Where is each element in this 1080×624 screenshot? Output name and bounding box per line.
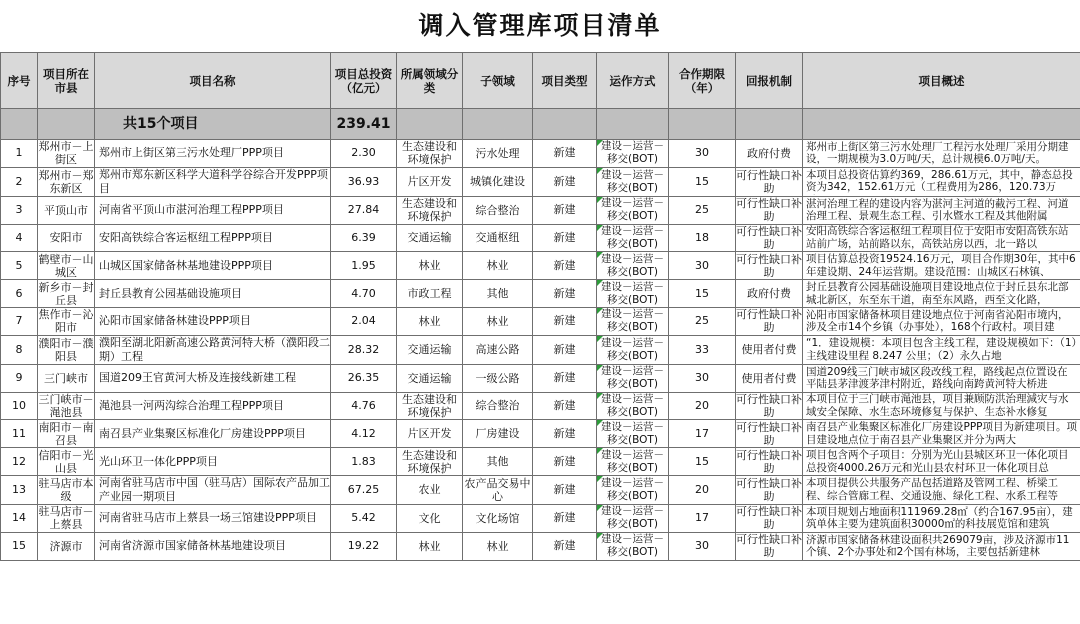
cell-years[interactable]: 15 xyxy=(669,280,736,308)
cell-subfield[interactable]: 综合整治 xyxy=(463,392,533,420)
cell-name[interactable]: 河南省驻马店市上蔡县一场三馆建设PPP项目 xyxy=(95,504,331,532)
cell-name[interactable]: 沁阳市国家储备林建设PPP项目 xyxy=(95,307,331,335)
cell-payment[interactable]: 可行性缺口补助 xyxy=(736,197,802,224)
description-text: 南召县产业集聚区标准化厂房建设PPP项目为新建项目。项目建设地点位于南召县产业集聚区并分为两大 xyxy=(806,421,1077,446)
cell-years[interactable]: 25 xyxy=(669,196,736,224)
cell-invest[interactable]: 6.39 xyxy=(331,224,397,252)
summary-cell[interactable] xyxy=(803,109,1080,140)
cell-type[interactable]: 新建 xyxy=(533,335,597,364)
cell-no[interactable]: 15 xyxy=(1,532,38,560)
cell-field[interactable]: 林业 xyxy=(397,532,463,560)
cell-no[interactable]: 1 xyxy=(1,140,38,168)
description-text: 项目估算总投资19524.16万元，项目合作期30年，其中6年建设期、24年运营期。建设范围：山城区石林镇、 xyxy=(806,253,1076,278)
table-row xyxy=(1,167,1080,196)
sheet-title: 调入管理库项目清单 xyxy=(0,0,1080,53)
cell-payment[interactable]: 可行性缺口补助 xyxy=(736,252,802,279)
cell-years[interactable]: 15 xyxy=(669,448,736,476)
cell-subfield[interactable]: 林业 xyxy=(463,307,533,335)
table-row xyxy=(1,475,1080,504)
cell-description[interactable] xyxy=(803,448,1080,476)
cell-description[interactable] xyxy=(803,167,1080,196)
cell-mode[interactable]: 建设－运营－移交(BOT) xyxy=(597,420,669,448)
cell-invest[interactable]: 26.35 xyxy=(331,364,397,392)
cell-years[interactable]: 15 xyxy=(669,167,736,196)
cell-mode[interactable]: 建设－运营－移交(BOT) xyxy=(597,280,669,308)
header-row xyxy=(1,53,1080,109)
cell-name[interactable]: 光山环卫一体化PPP项目 xyxy=(95,448,331,476)
cell-payment[interactable]: 可行性缺口补助 xyxy=(736,448,802,475)
cell-description[interactable] xyxy=(803,392,1080,420)
table-row xyxy=(1,307,1080,335)
cell-years[interactable]: 18 xyxy=(669,224,736,252)
description-text: 本项目提供公共服务产品包括道路及管网工程、桥梁工程、综合管廊工程、交通设施、绿化工程、水系工程等 xyxy=(806,477,1058,502)
cell-no[interactable]: 12 xyxy=(1,448,38,476)
cell-subfield[interactable]: 农产品交易中心 xyxy=(464,476,531,503)
cell-type[interactable]: 新建 xyxy=(533,167,597,196)
cell-description[interactable] xyxy=(803,307,1080,335)
cell-payment[interactable]: 可行性缺口补助 xyxy=(736,476,802,503)
cell-no[interactable]: 11 xyxy=(1,420,38,448)
cell-years[interactable]: 20 xyxy=(669,475,736,504)
cell-invest[interactable]: 5.42 xyxy=(331,504,397,532)
cell-city[interactable]: 济源市 xyxy=(38,532,95,560)
cell-years[interactable]: 30 xyxy=(669,140,736,168)
cell-name[interactable]: 渑池县一河两沟综合治理工程PPP项目 xyxy=(95,392,331,420)
cell-field[interactable]: 文化 xyxy=(397,504,463,532)
cell-name[interactable]: 山城区国家储备林基地建设PPP项目 xyxy=(95,252,331,280)
cell-payment[interactable]: 可行性缺口补助 xyxy=(736,420,802,447)
cell-description[interactable] xyxy=(803,475,1080,504)
cell-invest[interactable]: 67.25 xyxy=(331,475,397,504)
header-city[interactable]: 项目所在市县 xyxy=(38,53,95,109)
cell-description[interactable] xyxy=(803,280,1080,308)
cell-field[interactable]: 林业 xyxy=(397,252,463,280)
cell-city[interactable]: 焦作市－沁阳市 xyxy=(38,308,94,335)
cell-invest[interactable]: 36.93 xyxy=(331,167,397,196)
cell-name[interactable]: 国道209王官黄河大桥及连接线新建工程 xyxy=(95,364,331,392)
cell-years[interactable]: 30 xyxy=(669,532,736,560)
cell-mode[interactable]: 建设－运营－移交(BOT) xyxy=(597,335,669,364)
cell-subfield[interactable]: 其他 xyxy=(463,280,533,308)
description-text: 本项目位于三门峡市渑池县，项目兼顾防洪治理減灾与水域安全保障、水生态环境修复与保护、生态补水修复 xyxy=(806,393,1069,418)
description-text: 沁阳市国家储备林项目建设地点位于河南省沁阳市境内，涉及全市14个乡镇（办事处），168个行政村。项目建 xyxy=(806,308,1069,334)
table-row xyxy=(1,392,1080,420)
summary-cell[interactable] xyxy=(38,109,95,140)
cell-years[interactable]: 17 xyxy=(669,420,736,448)
cell-field[interactable]: 片区开发 xyxy=(397,167,463,196)
cell-description[interactable] xyxy=(803,504,1080,532)
header-field[interactable]: 所属领域分类 xyxy=(397,53,463,109)
cell-type[interactable]: 新建 xyxy=(533,532,597,560)
cell-payment[interactable]: 可行性缺口补助 xyxy=(736,533,802,560)
cell-description[interactable] xyxy=(803,252,1080,280)
cell-subfield[interactable]: 林业 xyxy=(463,252,533,280)
cell-invest[interactable]: 4.70 xyxy=(331,280,397,308)
table-row xyxy=(1,335,1080,364)
cell-field[interactable]: 农业 xyxy=(397,475,463,504)
cell-years[interactable]: 17 xyxy=(669,504,736,532)
header-description[interactable]: 项目概述 xyxy=(803,53,1080,109)
cell-city[interactable]: 三门峡市 xyxy=(38,364,95,392)
cell-years[interactable]: 30 xyxy=(669,252,736,280)
cell-invest[interactable]: 1.95 xyxy=(331,252,397,280)
cell-mode[interactable]: 建设－运营－移交(BOT) xyxy=(597,140,669,168)
description-text: 郑州市上街区第三污水处理厂工程污水处理厂采用分期建设，一期规模为3.0万吨/天，总计规模6.0万吨/天。 xyxy=(806,140,1069,166)
summary-total[interactable]: 239.41 xyxy=(331,109,397,140)
cell-mode[interactable]: 建设－运营－移交(BOT) xyxy=(597,532,669,560)
cell-field[interactable]: 交通运输 xyxy=(397,224,463,252)
cell-city[interactable]: 新乡市－封丘县 xyxy=(38,280,94,307)
header-no[interactable]: 序号 xyxy=(1,53,38,109)
cell-type[interactable]: 新建 xyxy=(533,475,597,504)
description-text: 项目包含两个子项目：分别为光山县城区环卫一体化项目总投资4000.26万元和光山县农村环卫一体化项目总 xyxy=(806,449,1069,474)
cell-invest[interactable]: 27.84 xyxy=(331,196,397,224)
cell-payment[interactable]: 可行性缺口补助 xyxy=(736,392,802,419)
cell-field[interactable]: 生态建设和环境保护 xyxy=(397,392,463,420)
table-row xyxy=(1,280,1080,308)
cell-type[interactable]: 新建 xyxy=(533,280,597,308)
cell-payment[interactable]: 可行性缺口补助 xyxy=(736,224,802,251)
cell-city[interactable]: 郑州市－郑东新区 xyxy=(38,168,94,195)
header-type[interactable]: 项目类型 xyxy=(533,53,597,109)
summary-cell[interactable] xyxy=(669,109,736,140)
description-text: 本项目规划占地面积111969.28㎡（约合167.95亩），建筑单体主要为建筑面积30000㎡的科技展览馆和建筑 xyxy=(806,505,1073,531)
cell-field[interactable]: 片区开发 xyxy=(397,420,463,448)
cell-type[interactable]: 新建 xyxy=(533,252,597,280)
summary-label[interactable]: 共15个项目 xyxy=(95,109,331,140)
cell-type[interactable]: 新建 xyxy=(533,448,597,476)
cell-no[interactable]: 14 xyxy=(1,504,38,532)
header-subfield[interactable]: 子领域 xyxy=(463,53,533,109)
description-text: 本项目总投资估算约369，286.61万元，其中，静态总投资为342，152.61万元（工程费用为286，120.73万 xyxy=(806,168,1073,194)
cell-subfield[interactable]: 高速公路 xyxy=(463,335,533,364)
cell-description[interactable] xyxy=(803,420,1080,448)
cell-payment[interactable]: 可行性缺口补助 xyxy=(736,308,802,335)
cell-description[interactable] xyxy=(803,196,1080,224)
cell-description[interactable] xyxy=(803,335,1080,364)
description-text: 湛河治理工程的建设内容为湛河主河道的截污工程、河道治理工程、景观生态工程、引水暨水工程及其他附属 xyxy=(806,197,1069,223)
description-text: 国道209线三门峡市城区段改线工程，路线起点位置设在平陆县茅津渡茅津村附近，路线向南跨黄河特大桥进 xyxy=(806,365,1068,391)
cell-no[interactable]: 6 xyxy=(1,280,38,308)
cell-invest[interactable]: 28.32 xyxy=(331,335,397,364)
cell-field[interactable]: 林业 xyxy=(397,307,463,335)
cell-years[interactable]: 30 xyxy=(669,364,736,392)
table-row xyxy=(1,364,1080,392)
header-years[interactable]: 合作期限（年） xyxy=(669,53,736,109)
cell-city[interactable]: 三门峡市－渑池县 xyxy=(38,392,94,419)
cell-type[interactable]: 新建 xyxy=(533,420,597,448)
cell-payment[interactable]: 政府付费 xyxy=(736,140,803,168)
project-table xyxy=(0,52,1080,561)
cell-payment[interactable]: 使用者付费 xyxy=(736,364,803,392)
cell-no[interactable]: 7 xyxy=(1,307,38,335)
cell-invest[interactable]: 2.30 xyxy=(331,140,397,168)
cell-no[interactable]: 2 xyxy=(1,167,38,196)
cell-name[interactable]: 濮阳至湖北阳新高速公路黄河特大桥（濮阳段二期）工程 xyxy=(95,335,331,364)
table-row xyxy=(1,140,1080,168)
cell-mode[interactable]: 建设－运营－移交(BOT) xyxy=(597,504,669,532)
cell-payment[interactable]: 使用者付费 xyxy=(736,335,803,364)
cell-city[interactable]: 信阳市－光山县 xyxy=(38,448,94,475)
cell-payment[interactable]: 政府付费 xyxy=(736,280,803,308)
cell-name[interactable]: 南召县产业集聚区标准化厂房建设PPP项目 xyxy=(95,420,331,448)
cell-mode[interactable]: 建设－运营－移交(BOT) xyxy=(597,307,669,335)
table-row xyxy=(1,196,1080,224)
header-mode[interactable]: 运作方式 xyxy=(597,53,669,109)
cell-type[interactable]: 新建 xyxy=(533,307,597,335)
cell-mode[interactable]: 建设－运营－移交(BOT) xyxy=(597,167,669,196)
cell-name[interactable]: 郑州市上街区第三污水处理厂PPP项目 xyxy=(95,140,331,168)
cell-mode[interactable]: 建设－运营－移交(BOT) xyxy=(597,196,669,224)
cell-city[interactable]: 南阳市－南召县 xyxy=(38,420,94,447)
cell-type[interactable]: 新建 xyxy=(533,364,597,392)
cell-city[interactable]: 安阳市 xyxy=(38,224,95,252)
cell-field[interactable]: 生态建设和环境保护 xyxy=(397,140,463,168)
cell-type[interactable]: 新建 xyxy=(533,224,597,252)
cell-subfield[interactable]: 综合整治 xyxy=(463,196,533,224)
summary-cell[interactable] xyxy=(463,109,533,140)
cell-type[interactable]: 新建 xyxy=(533,504,597,532)
cell-description[interactable] xyxy=(803,532,1080,560)
cell-field[interactable]: 交通运输 xyxy=(397,335,463,364)
cell-mode[interactable]: 建设－运营－移交(BOT) xyxy=(597,475,669,504)
cell-mode[interactable]: 建设－运营－移交(BOT) xyxy=(597,392,669,420)
cell-name[interactable]: 河南省济源市国家储备林基地建设项目 xyxy=(95,532,331,560)
summary-cell[interactable] xyxy=(597,109,669,140)
cell-subfield[interactable]: 厂房建设 xyxy=(463,420,533,448)
cell-mode[interactable]: 建设－运营－移交(BOT) xyxy=(597,364,669,392)
cell-no[interactable]: 9 xyxy=(1,364,38,392)
cell-no[interactable]: 4 xyxy=(1,224,38,252)
cell-name[interactable]: 河南省驻马店市中国（驻马店）国际农产品加工产业园一期项目 xyxy=(95,475,331,504)
description-text: “1．建设规模：本项目包含主线工程，建设规模如下：（1）主线建设里程 8.247 公里；（2）永久占地 xyxy=(806,337,1077,362)
cell-description[interactable] xyxy=(803,224,1080,252)
cell-payment[interactable]: 可行性缺口补助 xyxy=(736,505,802,532)
summary-cell[interactable] xyxy=(533,109,597,140)
table-row xyxy=(1,420,1080,448)
cell-mode[interactable]: 建设－运营－移交(BOT) xyxy=(597,252,669,280)
cell-no[interactable]: 5 xyxy=(1,252,38,280)
header-payment[interactable]: 回报机制 xyxy=(736,53,803,109)
cell-invest[interactable]: 4.76 xyxy=(331,392,397,420)
cell-description[interactable] xyxy=(803,140,1080,168)
cell-subfield[interactable]: 林业 xyxy=(463,532,533,560)
cell-invest[interactable]: 4.12 xyxy=(331,420,397,448)
summary-cell[interactable] xyxy=(397,109,463,140)
cell-years[interactable]: 20 xyxy=(669,392,736,420)
description-text: 封丘县教育公园基础设施项目建设地点位于封丘县东北部城北新区，东至东干道，南至东风路，西至文化路， xyxy=(806,281,1069,306)
cell-city[interactable]: 郑州市－上街区 xyxy=(38,140,94,167)
cell-city[interactable]: 驻马店市本级 xyxy=(38,476,94,503)
cell-city[interactable]: 平顶山市 xyxy=(38,196,95,224)
cell-description[interactable] xyxy=(803,364,1080,392)
cell-mode[interactable]: 建设－运营－移交(BOT) xyxy=(597,224,669,252)
cell-subfield[interactable]: 一级公路 xyxy=(463,364,533,392)
cell-invest[interactable]: 19.22 xyxy=(331,532,397,560)
cell-type[interactable]: 新建 xyxy=(533,196,597,224)
table-row xyxy=(1,448,1080,476)
cell-subfield[interactable]: 污水处理 xyxy=(463,140,533,168)
cell-city[interactable]: 濮阳市－濮阳县 xyxy=(38,336,94,363)
cell-years[interactable]: 33 xyxy=(669,335,736,364)
cell-name[interactable]: 安阳高铁综合客运枢纽工程PPP项目 xyxy=(95,224,331,252)
summary-row xyxy=(1,109,1080,140)
cell-type[interactable]: 新建 xyxy=(533,392,597,420)
header-invest[interactable]: 项目总投资（亿元） xyxy=(331,53,397,109)
cell-field[interactable]: 市政工程 xyxy=(397,280,463,308)
cell-no[interactable]: 3 xyxy=(1,196,38,224)
cell-no[interactable]: 10 xyxy=(1,392,38,420)
description-text: 安阳高铁综合客运枢纽工程项目位于安阳市安阳高铁东站站前广场，站前路以东，高铁站房以西，北一路以 xyxy=(806,225,1069,250)
cell-no[interactable]: 8 xyxy=(1,335,38,364)
description-text: 济源市国家储备林建设面积共269079亩，涉及济源市11个镇、2个办事处和2个国有林场，主要包括新建林 xyxy=(806,533,1070,559)
table-row xyxy=(1,532,1080,560)
cell-invest[interactable]: 1.83 xyxy=(331,448,397,476)
cell-subfield[interactable]: 交通枢纽 xyxy=(463,224,533,252)
cell-no[interactable]: 13 xyxy=(1,475,38,504)
cell-name[interactable]: 封丘县教育公园基础设施项目 xyxy=(95,280,331,308)
table-row xyxy=(1,252,1080,280)
summary-cell[interactable] xyxy=(1,109,38,140)
summary-cell[interactable] xyxy=(736,109,803,140)
cell-field[interactable]: 生态建设和环境保护 xyxy=(397,448,463,476)
cell-type[interactable]: 新建 xyxy=(533,140,597,168)
cell-name[interactable]: 河南省平顶山市湛河治理工程PPP项目 xyxy=(95,196,331,224)
cell-years[interactable]: 25 xyxy=(669,307,736,335)
cell-city[interactable]: 驻马店市－上蔡县 xyxy=(38,505,94,532)
cell-subfield[interactable]: 城镇化建设 xyxy=(463,167,533,196)
table-row xyxy=(1,224,1080,252)
cell-subfield[interactable]: 文化场馆 xyxy=(463,504,533,532)
header-name[interactable]: 项目名称 xyxy=(95,53,331,109)
cell-field[interactable]: 交通运输 xyxy=(397,364,463,392)
cell-mode[interactable]: 建设－运营－移交(BOT) xyxy=(597,448,669,476)
cell-invest[interactable]: 2.04 xyxy=(331,307,397,335)
cell-field[interactable]: 生态建设和环境保护 xyxy=(397,196,463,224)
cell-city[interactable]: 鹤壁市－山城区 xyxy=(38,252,94,279)
table-row xyxy=(1,504,1080,532)
cell-payment[interactable]: 可行性缺口补助 xyxy=(736,168,802,195)
cell-name[interactable]: 郑州市郑东新区科学大道科学谷综合开发PPP项目 xyxy=(95,167,331,196)
cell-subfield[interactable]: 其他 xyxy=(463,448,533,476)
